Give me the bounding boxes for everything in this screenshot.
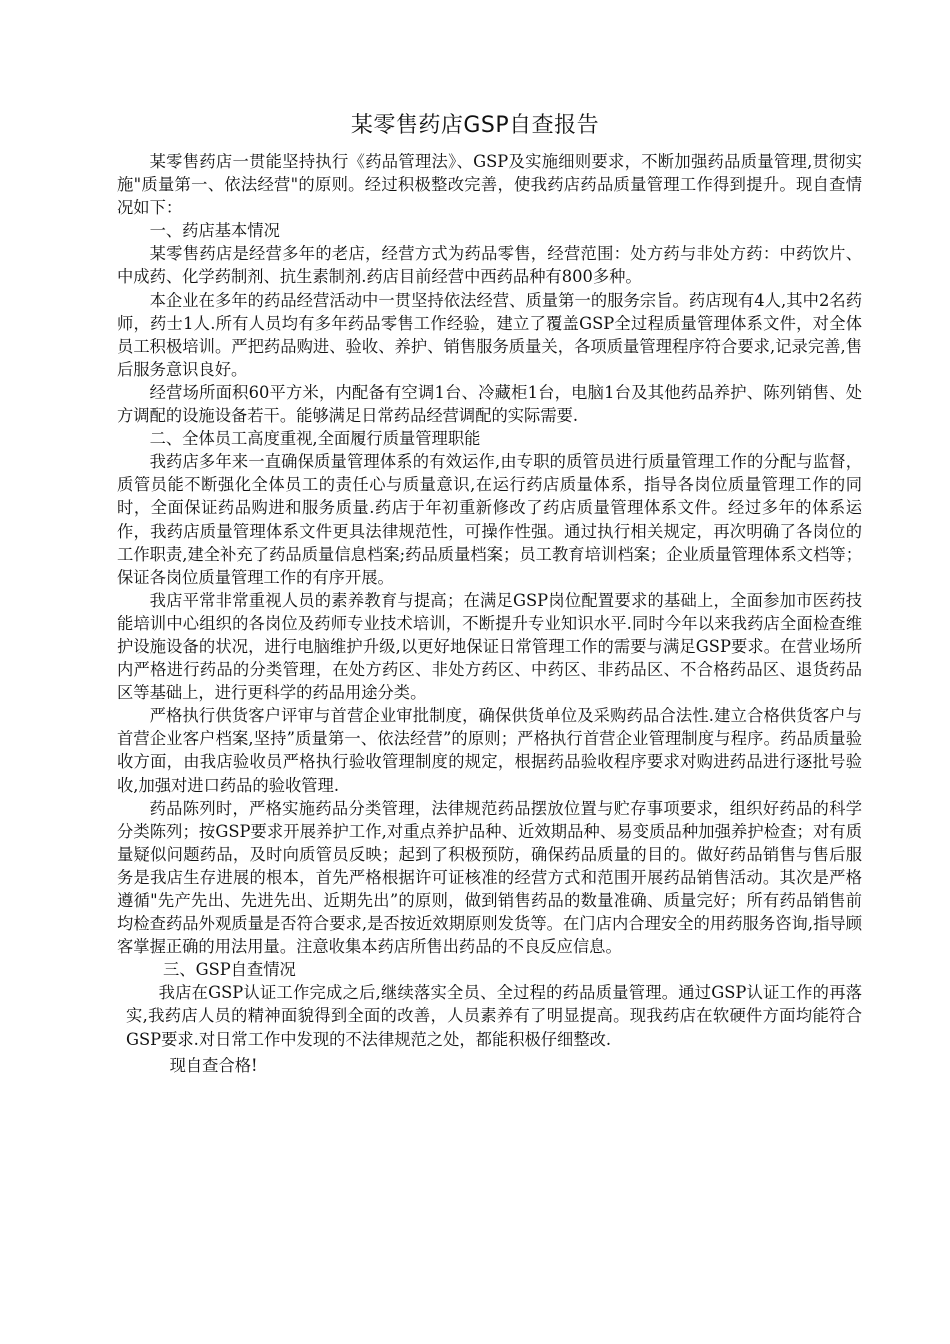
body-paragraph: 本企业在多年的药品经营活动中一贯坚持依法经营、质量第一的服务宗旨。药店现有4人,其中2名药师，药士1人.所有人员均有多年药品零售工作经验，建立了覆盖GSP全过程质量管理体系文件，对全体员工积极培训。严把药品购进、验收、养护、销售服务质量关，各项质量管理程序符合要求,记录完善,售后服务意识良好。 — [117, 290, 862, 379]
body-paragraph: 我药店多年来一直确保质量管理体系的有效运作,由专职的质管员进行质量管理工作的分配与监督，质管员能不断强化全体员工的责任心与质量意识,在运行药店质量体系，指导各岗位质量管理工作的同时，全面保证药品购进和服务质量.药店于年初重新修改了药店质量管理体系文件。经过多年的体系运作，我药店质量管理体系文件更具法律规范性，可操作性强。通过执行相关规定，再次明确了各岗位的工作职责,建全补充了药品质量信息档案;药品质量档案；员工教育培训档案；企业质量管理体系文档等；保证各岗位质量管理工作的有序开展。 — [117, 452, 862, 587]
body-paragraph: 我店在GSP认证工作完成之后,继续落实全员、全过程的药品质量管理。通过GSP认证工作的再落实,我药店人员的精神面貌得到全面的改善，人员素养有了明显提高。现我药店在软硬件方面均能符合GSP要求.对日常工作中发现的不法律规范之处，都能积极仔细整改. — [126, 983, 862, 1049]
document-body — [117, 150, 862, 1077]
body-paragraph: 严格执行供货客户评审与首营企业审批制度，确保供货单位及采购药品合法性.建立合格供货客户与首营企业客户档案,坚持”质量第一、依法经营”的原则；严格执行首营企业管理制度与程序。药品质量验收方面，由我店验收员严格执行验收管理制度的规定，根据药品验收程序要求对购进药品进行逐批号验收,加强对进口药品的验收管理. — [117, 706, 862, 795]
body-paragraph: 某零售药店是经营多年的老店，经营方式为药品零售，经营范围：处方药与非处方药：中药饮片、中成药、化学药制剂、抗生素制剂.药店目前经营中西药品种有800多种。 — [117, 244, 862, 287]
section-heading-2: 二、全体员工高度重视,全面履行质量管理职能 — [149, 429, 481, 449]
body-paragraph: 经营场所面积60平方米，内配备有空调1台、冷藏柜1台，电脑1台及其他药品养护、陈列销售、处方调配的设施设备若干。能够满足日常药品经营调配的实际需要. — [117, 382, 862, 426]
section-heading-3: 三、GSP自查情况 — [163, 960, 296, 980]
body-paragraph: 药品陈列时，严格实施药品分类管理，法律规范药品摆放位置与贮存事项要求，组织好药品的科学分类陈列；按GSP要求开展养护工作,对重点养护品种、近效期品种、易变质品种加强养护检查；对有质量疑似问题药品，及时向质管员反映；起到了积极预防，确保药品质量的目的。做好药品销售与售后服务是我店生存进展的根本，首先严格根据许可证核准的经营方式和范围开展药品销售活动。其次是严格遵循"先产先出、先进先出、近期先出”的原则，做到销售药品的数量准确、质量完好；所有药品销售前均检查药品外观质量是否符合要求,是否按近效期原则发货等。在门店内合理安全的用药服务咨询,指导顾客掌握正确的用法用量。注意收集本药店所售出药品的不良反应信息。 — [117, 798, 862, 957]
document-title: 某零售药店GSP自查报告 — [350, 113, 600, 138]
section-heading-1: 一、药店基本情况 — [149, 221, 280, 241]
intro-paragraph: 某零售药店一贯能坚持执行《药品管理法》、GSP及实施细则要求，不断加强药品质量管理,贯彻实施"质量第一、依法经营"的原则。经过积极整改完善，使我药店药品质量管理工作得到提升。现自查情况如下： — [117, 152, 862, 218]
body-paragraph: 我店平常非常重视人员的素养教育与提高；在满足GSP岗位配置要求的基础上，全面参加市医药技能培训中心组织的各岗位及药师专业技术培训，不断提升专业知识水平.同时今年以来我药店全面检查维护设施设备的状况，进行电脑维护升级,以更好地保证日常管理工作的需要与满足GSP要求。在营业场所内严格进行药品的分类管理，在处方药区、非处方药区、中药区、非药品区、不合格药品区、退货药品区等基础上，进行更科学的药品用途分类。 — [117, 590, 862, 703]
closing-statement: 现自查合格! — [169, 1055, 258, 1075]
